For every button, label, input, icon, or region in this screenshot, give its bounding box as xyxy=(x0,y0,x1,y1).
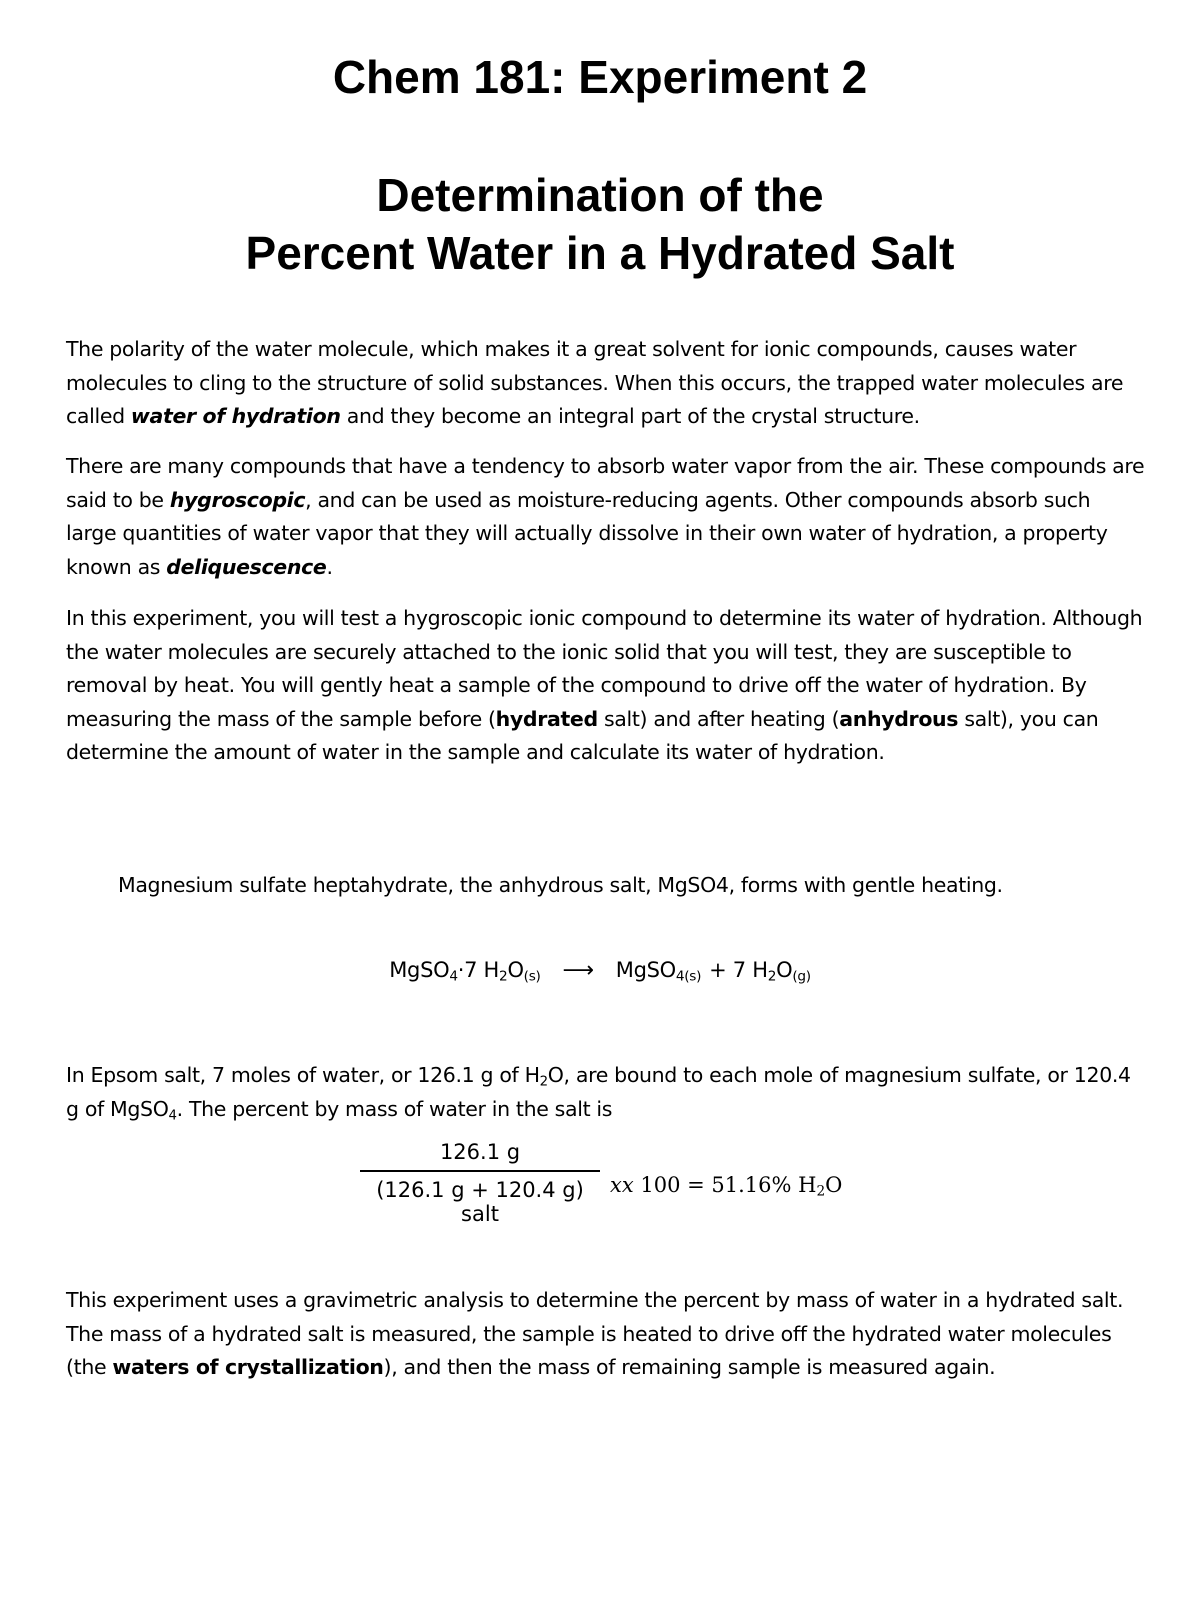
reaction-equation xyxy=(0,958,1200,983)
paragraph-hygroscopic xyxy=(66,450,1146,584)
subscript: 4 xyxy=(168,1107,177,1123)
product-oxygen: O xyxy=(776,958,793,982)
paragraph-text: This experiment uses a gravimetric analysis to determine the percent by mass of water in a hydrated salt. The mass of a hydrated salt is measured, the sample is heated to drive off the hydrated water molecules (the xyxy=(66,1288,1124,1379)
reactant-water: 7 H xyxy=(464,958,500,982)
paragraph-text: There are many compounds that have a tendency to absorb water vapor from the air. These compounds are said to be xyxy=(66,454,1145,512)
paragraph-text: , and can be used as moisture-reducing agents. Other compounds absorb such large quantities of water vapor that they will actually dissolve in their own water of hydration, a property known as xyxy=(66,487,1108,579)
state-label: (s) xyxy=(523,968,541,985)
paragraph-text: salt), you can determine the amount of water in the sample and calculate its water of hydration. xyxy=(66,706,1099,764)
paragraph-polarity xyxy=(66,333,1146,434)
paragraph-text: . xyxy=(326,554,333,579)
subscript: 4(s) xyxy=(675,968,702,985)
paragraph-text: salt) and after heating ( xyxy=(597,706,840,731)
paragraph-epsom-salt xyxy=(66,1059,1146,1126)
product-water: + 7 H xyxy=(709,958,768,982)
percent-water-formula xyxy=(360,1140,842,1226)
paragraph-text: In Epsom salt, 7 moles of water, or 126.1 g of H xyxy=(66,1063,540,1087)
subscript: 2 xyxy=(539,1074,548,1090)
reaction-arrow: ⟶ xyxy=(562,958,594,983)
term-water-of-hydration: water of hydration xyxy=(130,404,341,428)
term-waters-of-crystallization: waters of crystallization xyxy=(112,1355,384,1379)
course-title: Chem 181: Experiment 2 xyxy=(332,51,868,103)
fraction-denominator: (126.1 g + 120.4 g) salt xyxy=(376,1178,584,1226)
subscript: 2 xyxy=(499,968,508,985)
paragraph-text: In this experiment, you will test a hygroscopic ionic compound to determine its water of hydration. Although the water molecules are securely attached to the ionic solid that you will test, they are susceptible to removal by heat. You will gently heat a sample of the compound to drive off the water of hydration. By measuring the mass of the sample before ( xyxy=(66,606,1143,731)
product-mgso4: MgSO xyxy=(615,958,676,982)
paragraph-text: The polarity of the water molecule, which makes it a great solvent for ionic compounds, causes water molecules to cling to the structure of solid substances. When this occurs, the trapped water molecules are called xyxy=(66,337,1124,428)
formula-result xyxy=(610,1173,843,1200)
reactant-mgso4: MgSO xyxy=(389,958,450,982)
paragraph-text: ), and then the mass of remaining sample is measured again. xyxy=(383,1355,996,1379)
hydrate-dot: · xyxy=(457,958,465,982)
paragraph-text: O, are bound to each mole of magnesium sulfate, or 120.4 g of MgSO xyxy=(66,1063,1131,1121)
fraction-numerator: 126.1 g xyxy=(439,1140,521,1164)
paragraph-experiment xyxy=(66,602,1146,770)
term-hydrated: hydrated xyxy=(495,706,598,731)
fraction xyxy=(360,1140,600,1226)
reactant-oxygen: O xyxy=(507,958,524,982)
subscript: 4 xyxy=(449,968,458,985)
result-text: 100 = 51.16% H xyxy=(633,1173,817,1197)
paragraph-text: . The percent by mass of water in the salt is xyxy=(176,1096,613,1121)
paragraph-magnesium-sulfate: Magnesium sulfate heptahydrate, the anhydrous salt, MgSO4, forms with gentle heating. xyxy=(118,873,1003,897)
paragraph-text: and they become an integral part of the crystal structure. xyxy=(340,404,920,428)
term-hygroscopic: hygroscopic xyxy=(169,487,306,512)
result-oxygen: O xyxy=(825,1173,843,1197)
subscript: 2 xyxy=(767,968,777,985)
subscript: 2 xyxy=(816,1183,826,1200)
term-anhydrous: anhydrous xyxy=(839,706,959,731)
subtitle-line-2: Percent Water in a Hydrated Salt xyxy=(245,227,955,279)
subtitle-line-1: Determination of the xyxy=(376,169,824,221)
paragraph-gravimetric xyxy=(66,1284,1146,1385)
term-deliquescence: deliquescence xyxy=(166,554,327,579)
state-label: (g) xyxy=(792,968,811,985)
multiply-symbol: xx xyxy=(610,1173,634,1197)
